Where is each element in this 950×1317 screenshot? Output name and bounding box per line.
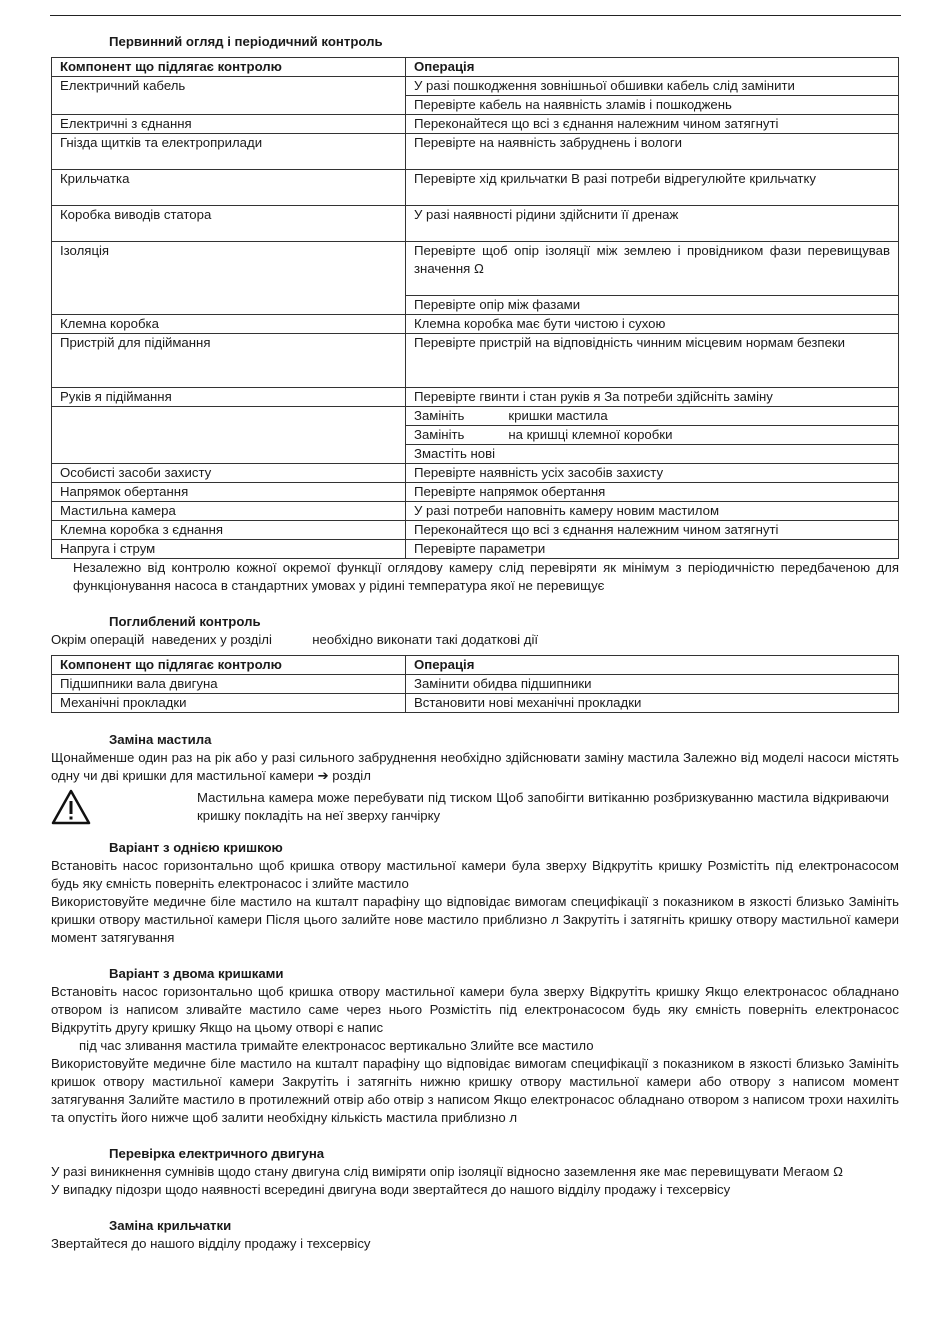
table-header-row <box>52 58 899 77</box>
row-component: Електричні з єднання <box>52 115 406 134</box>
row-component: Електричний кабель <box>52 77 406 115</box>
row-operation: Перевірте параметри <box>406 540 899 559</box>
row-operation: Перевірте щоб опір ізоляції між землею і провідником фази перевищував значення Ω <box>406 242 899 296</box>
top-rule <box>50 15 901 16</box>
motor-title: Перевірка електричного двигуна <box>109 1146 325 1161</box>
row-component: Підшипники вала двигуна <box>52 675 406 694</box>
table-row <box>52 334 899 388</box>
row-operation: У разі пошкодження зовнішньої обшивки кабель слід замінити <box>406 77 899 96</box>
row-operation: Перевірте пристрій на відповідність чинним місцевим нормам безпеки <box>406 334 899 388</box>
row-component: Напруга і струм <box>52 540 406 559</box>
table-header-row <box>52 656 899 675</box>
variant1-title: Варіант з однією кришкою <box>109 840 283 855</box>
table-row <box>52 694 899 713</box>
oil-title: Заміна мастила <box>109 732 212 747</box>
deep-intro: Окрім операцій наведених у розділі необхідно виконати такі додаткові дії <box>51 632 539 647</box>
motor-p1: У разі виникнення сумнівів щодо стану двигуна слід виміряти опір ізоляції відносно заземлення яке має перевищувати Мегаом Ω <box>51 1164 843 1179</box>
row-component: Ізоляція <box>52 242 406 315</box>
deep-table <box>51 655 899 713</box>
header-component: Компонент що підлягає контролю <box>52 58 406 77</box>
deep-title: Поглиблений контроль <box>109 614 261 629</box>
table-row <box>52 77 899 96</box>
row-operation: Переконайтеся що всі з єднання належним чином затягнуті <box>406 521 899 540</box>
table-row <box>52 206 899 242</box>
row-component: Мастильна камера <box>52 502 406 521</box>
row-operation: У разі наявності рідини здійснити її дренаж <box>406 206 899 242</box>
document-page <box>51 33 899 1253</box>
variant1-p1: Встановіть насос горизонтально щоб кришка отвору мастильної камери була зверху Відкрутіть кришку Розмістіть під електронасосом будь яку ємність поверніть електронасос і злийте мастило <box>51 858 899 891</box>
table-row <box>52 540 899 559</box>
row-component: Особисті засоби захисту <box>52 464 406 483</box>
table-row <box>52 483 899 502</box>
row-operation: Перевірте гвинти і стан руків я За потреби здійсніть заміну <box>406 388 899 407</box>
row-operation: Замініть на кришці клемної коробки <box>406 426 899 445</box>
variant2-title: Варіант з двома кришками <box>109 966 284 981</box>
row-operation: Переконайтеся що всі з єднання належним чином затягнуті <box>406 115 899 134</box>
inspection-note: Незалежно від контролю кожної окремої функції оглядову камеру слід перевіряти як мінімум з періодичністю передбаченою для функціонування насоса в стандартних умовах у рідині температура якої не перевищує <box>73 560 899 593</box>
row-operation: У разі потреби наповніть камеру новим мастилом <box>406 502 899 521</box>
row-component: Гнізда щитків та електроприлади <box>52 134 406 170</box>
oil-text: Щонайменше один раз на рік або у разі сильного забруднення необхідно здійснювати заміну мастила Залежно від моделі насоси містять одну чи дві кришки для мастильної камери ➔ розділ <box>51 750 899 783</box>
table-row <box>52 388 899 407</box>
row-operation: Клемна коробка має бути чистою і сухою <box>406 315 899 334</box>
table-row <box>52 502 899 521</box>
row-component: Коробка виводів статора <box>52 206 406 242</box>
table-row <box>52 115 899 134</box>
row-operation: Замініть кришки мастила <box>406 407 899 426</box>
variant1-p2: Використовуйте медичне біле мастило на кшталт парафіну що відповідає вимогам специфікації з показником в язкості близько Замініть кришки отвору мастильної камери Після цього залийте нове мастило приблизно л Закрутіть і затягніть кришку отвору мастильної камери момент затягування <box>51 894 899 945</box>
row-operation: Встановити нові механічні прокладки <box>406 694 899 713</box>
row-operation: Замінити обидва підшипники <box>406 675 899 694</box>
row-component: Пристрій для підіймання <box>52 334 406 388</box>
table-row <box>52 464 899 483</box>
table-row <box>52 521 899 540</box>
warning-text: Мастильна камера може перебувати під тиском Щоб запобігти витіканню розбризкуванню мастила відкриваючи кришку покладіть на неї зверху ганчірку <box>197 790 889 823</box>
variant2-p1: Встановіть насос горизонтально щоб кришка отвору мастильної камери була зверху Відкрутіть кришку Якщо електронасос обладнано отвором із написом зливайте мастило саме через нього Розмістіть під електронасосом будь яку ємність поверніть електронасос Відкрутіть другу кришку Якщо на цьому отворі є напис <box>51 984 899 1035</box>
table-row <box>52 242 899 296</box>
row-operation: Перевірте на наявність забруднень і вологи <box>406 134 899 170</box>
row-component: Клемна коробка з єднання <box>52 521 406 540</box>
row-operation: Перевірте напрямок обертання <box>406 483 899 502</box>
variant2-p2: Використовуйте медичне біле мастило на кшталт парафіну що відповідає вимогам специфікації з показником в язкості близько Замініть кришок отвору мастильної камери Закрутіть і затягніть нижню кришку отвору мастильної камери або отвору з написом момент затягування Залийте мастило в протилежний отвір або отвір з написом Якщо електронасос обладнано отвором з написом трохи нахиліть та опустіть його нижче щоб залити необхідну кількість мастила приблизно л <box>51 1056 899 1125</box>
row-component: Напрямок обертання <box>52 483 406 502</box>
row-component: Руків я підіймання <box>52 388 406 407</box>
header-operation: Операція <box>406 58 899 77</box>
row-operation: Перевірте опір між фазами <box>406 296 899 315</box>
row-component <box>52 407 406 464</box>
motor-p2: У випадку підозри щодо наявності всередині двигуна води звертайтеся до нашого відділу продажу і техсервісу <box>51 1182 731 1197</box>
row-component: Механічні прокладки <box>52 694 406 713</box>
impeller-title: Заміна крильчатки <box>109 1218 232 1233</box>
table-row <box>52 134 899 170</box>
row-component: Клемна коробка <box>52 315 406 334</box>
variant2-p1b: під час зливання мастила тримайте електронасос вертикально Злийте все мастило <box>79 1038 594 1053</box>
warning-block <box>51 789 899 825</box>
header-operation: Операція <box>406 656 899 675</box>
warning-triangle-icon <box>51 789 91 825</box>
row-operation: Перевірте кабель на наявність зламів і пошкоджень <box>406 96 899 115</box>
impeller-text: Звертайтеся до нашого відділу продажу і техсервісу <box>51 1236 371 1251</box>
table-row <box>52 315 899 334</box>
table-row <box>52 675 899 694</box>
row-operation: Перевірте наявність усіх засобів захисту <box>406 464 899 483</box>
table-row <box>52 407 899 426</box>
row-operation: Змастіть нові <box>406 445 899 464</box>
header-component: Компонент що підлягає контролю <box>52 656 406 675</box>
row-operation: Перевірте хід крильчатки В разі потреби відрегулюйте крильчатку <box>406 170 899 206</box>
row-component: Крильчатка <box>52 170 406 206</box>
inspection-table <box>51 57 899 559</box>
table-row <box>52 170 899 206</box>
inspection-title: Первинний огляд і періодичний контроль <box>109 34 383 49</box>
